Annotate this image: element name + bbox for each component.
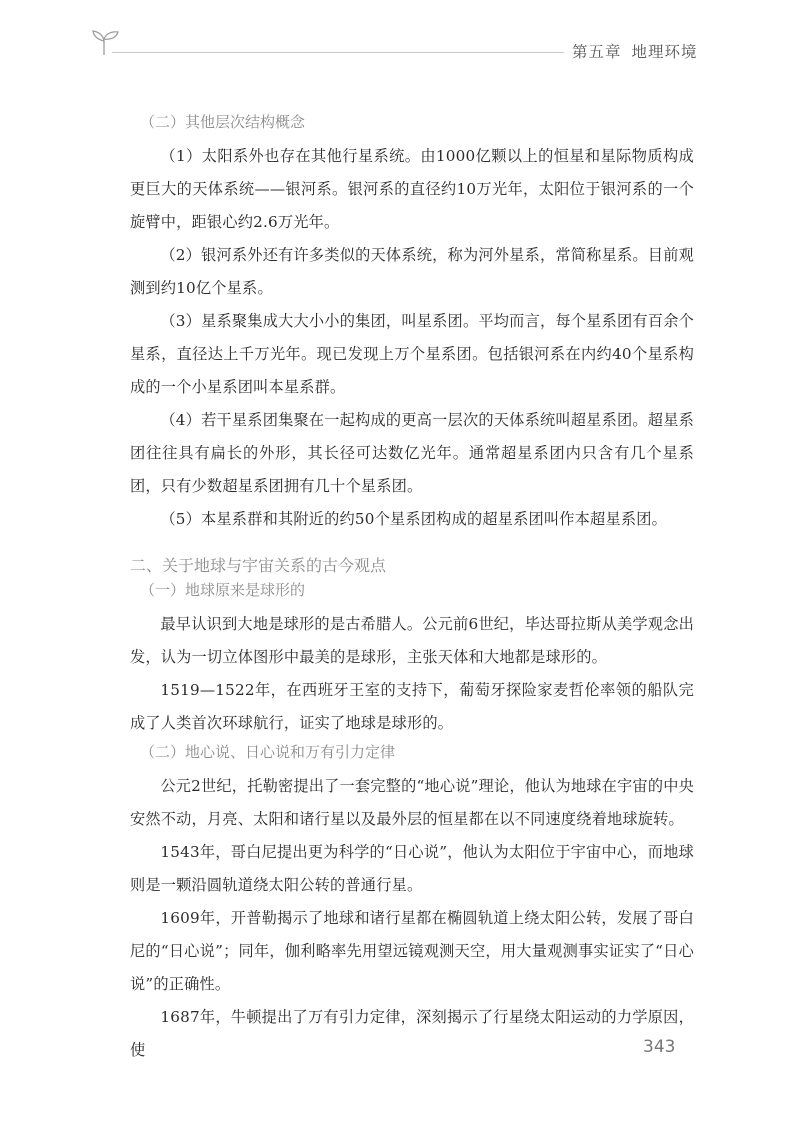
section-heading-other-levels: （二）其他层次结构概念 xyxy=(140,113,306,131)
subsection-heading-theories: （二）地心说、日心说和万有引力定律 xyxy=(140,743,396,761)
paragraph: （1）太阳系外也存在其他行星系统。由1000亿颗以上的恒星和星际物质构成更巨大的天体系统——银河系。银河系的直径约10万光年，太阳位于银河系的一个旋臂中，距银心约2.6万光年。 xyxy=(130,147,694,231)
chapter-title: 地理环境 xyxy=(631,43,698,61)
page-body xyxy=(130,110,694,1067)
section-heading-two: 二、关于地球与宇宙关系的古今观点 xyxy=(130,556,387,575)
paragraph: 1519—1522年，在西班牙王室的支持下，葡萄牙探险家麦哲伦率领的船队完成了人类首次环球航行，证实了地球是球形的。 xyxy=(130,681,694,732)
paragraph: 公元2世纪，托勒密提出了一套完整的“地心说”理论，他认为地球在宇宙的中央安然不动，月亮、太阳和诸行星以及最外层的恒星都在以不同速度绕着地球旋转。 xyxy=(130,777,694,828)
paragraph: （2）银河系外还有许多类似的天体系统，称为河外星系，常简称星系。目前观测到约10亿个星系。 xyxy=(130,246,694,297)
paragraph: 1543年，哥白尼提出更为科学的“日心说”，他认为太阳位于宇宙中心，而地球则是一颗沿圆轨道绕太阳公转的普通行星。 xyxy=(130,843,694,894)
paragraph: 最早认识到大地是球形的是古希腊人。公元前6世纪，毕达哥拉斯从美学观念出发，认为一切立体图形中最美的是球形，主张天体和大地都是球形的。 xyxy=(130,615,694,666)
subsection-heading-sphere: （一）地球原来是球形的 xyxy=(140,581,306,599)
paragraph: （3）星系聚集成大大小小的集团，叫星系团。平均而言，每个星系团有百余个星系，直径达上千万光年。现已发现上万个星系团。包括银河系在内约40个星系构成的一个小星系团叫本星系群。 xyxy=(130,312,694,396)
paragraph: （5）本星系群和其附近的约50个星系团构成的超星系团叫作本超星系团。 xyxy=(160,510,667,528)
paragraph: 1687年，牛顿提出了万有引力定律，深刻揭示了行星绕太阳运动的力学原因，使 xyxy=(130,1008,694,1059)
running-header xyxy=(572,40,698,62)
paragraph: （4）若干星系团集聚在一起构成的更高一层次的天体系统叫超星系团。超星系团往往具有扁长的外形，其长径可达数亿光年。通常超星系团内只含有几个星系团，只有少数超星系团拥有几十个星系团。 xyxy=(130,411,694,495)
paragraph: 1609年，开普勒揭示了地球和诸行星都在椭圆轨道上绕太阳公转，发展了哥白尼的“日心说”；同年，伽利略率先用望远镜观测天空，用大量观测事实证实了“日心说”的正确性。 xyxy=(130,909,694,993)
page-number: 343 xyxy=(643,1037,676,1057)
header-rule xyxy=(112,52,564,53)
chapter-number: 第五章 xyxy=(572,43,622,61)
